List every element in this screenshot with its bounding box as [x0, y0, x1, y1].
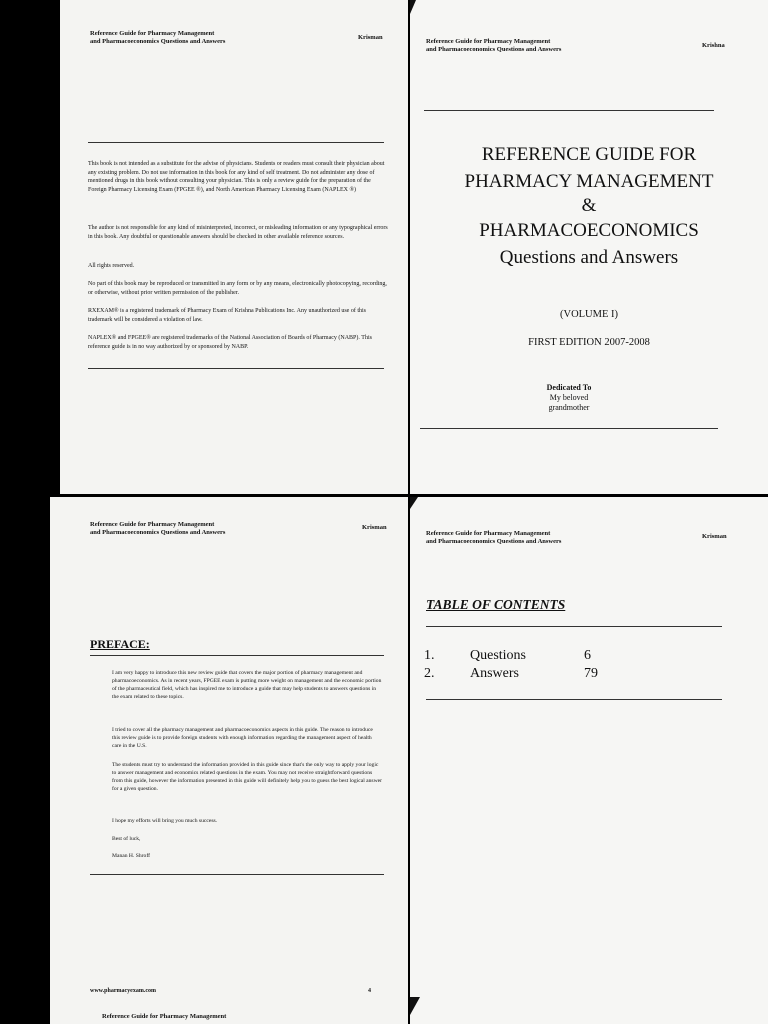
running-header: [426, 530, 561, 546]
toc-entry-label: Questions: [470, 648, 526, 663]
book-title-line4: PHARMACOECONOMICS: [479, 220, 699, 241]
toc-entry-page: 79: [584, 666, 598, 681]
reproduction-paragraph: No part of this book may be reproduced or transmitted in any form or by any means, electronically photocopying, recording, or otherwise, without prior written permission of the publisher.: [88, 281, 387, 296]
disclaimer-paragraph: This book is not intended as a substitute for the advise of physicians. Students or readers must consult their physician about any existing problem. Do not use information in this book for any kind of self treatment. Do not administer any dose of mentioned drugs in this book without consulting your physician. This is only a review guide for the preparation of the Foreign Pharmacy Licensing Exam (FPGEE ®), and North American Pharmacy Licensing Exam (NAPLEX ®): [88, 161, 385, 193]
page-corner-shadow: [410, 997, 420, 1015]
toc-entry-number: 1.: [424, 648, 435, 663]
bottom-rule: [88, 368, 384, 369]
preface-paragraph-3: The students must try to understand the information provided in this guide since that's the only way to apply your logic to answer management and economics related questions in the exam. You may not receive straightforward questions from this guide, however the information presented in this guide will definitely help you to guess the best logical answer for a given question.: [112, 762, 382, 792]
preface-author: Manan H. Shroff: [112, 853, 150, 859]
responsibility-paragraph: The author is not responsible for any kind of misinterpreted, incorrect, or misleading information or any typographical errors in this book. Any doubtful or questionable answers should be checked in other available reference sources.: [88, 225, 388, 240]
title-page: [410, 0, 768, 494]
running-header-author: Krishna: [702, 42, 725, 49]
running-header-line2: and Pharmacoeconomics Questions and Answers: [90, 38, 226, 45]
dedication-line1: My beloved: [549, 393, 589, 402]
dedication-label: Dedicated To: [546, 383, 592, 392]
running-header-line1: Reference Guide for Pharmacy Management: [426, 38, 551, 45]
running-header-line1: Reference Guide for Pharmacy Management: [90, 521, 215, 528]
preface-paragraph-1: I am very happy to introduce this new review guide that covers the major portion of pharmacy management and pharmacoeconomics. As in recent years, FPGEE exam is putting more weight on management and the economic portion of the pharmaceutical field, which has inspired me to introduce a guide that may help students to answers questions in the exam related to these topics.: [112, 670, 382, 700]
toc-heading: TABLE OF CONTENTS: [426, 597, 566, 612]
bottom-rule: [90, 874, 384, 875]
toc-entry-number: 2.: [424, 666, 435, 681]
preface-signoff: Best of luck,: [112, 836, 141, 842]
toc-entry-label: Answers: [470, 666, 519, 681]
book-title-line1: REFERENCE GUIDE FOR: [481, 144, 697, 165]
top-rule: [424, 110, 714, 111]
copyright-page: [60, 0, 408, 494]
toc-page: [410, 497, 768, 1024]
toc-entry[interactable]: [410, 648, 730, 666]
running-header-author: Krisman: [702, 533, 727, 540]
next-page-header: Reference Guide for Pharmacy Management: [102, 1013, 227, 1020]
running-header-author: Krisman: [358, 34, 383, 41]
running-header-line2: and Pharmacoeconomics Questions and Answers: [426, 538, 562, 545]
page-corner-shadow: [410, 0, 416, 14]
dedication-line2: grandmother: [548, 403, 590, 412]
running-header-line1: Reference Guide for Pharmacy Management: [90, 30, 215, 37]
toc-entry[interactable]: [410, 666, 730, 684]
top-rule: [88, 142, 384, 143]
running-header-line2: and Pharmacoeconomics Questions and Answers: [426, 46, 562, 53]
preface-paragraph-2: I tried to cover all the pharmacy management and pharmacoeconomics aspects in this guide. The reason to introduce this review guide is to provide foreign students with enough information regarding the management aspect of health care in the U.S.: [112, 727, 373, 749]
book-title-ampersand: &: [581, 195, 597, 216]
heading-rule: [90, 655, 384, 656]
footer-page-number: 4: [368, 988, 371, 994]
bottom-rule: [426, 699, 722, 700]
edition-label: FIRST EDITION 2007-2008: [528, 337, 650, 348]
nabp-paragraph: NAPLEX® and FPGEE® are registered trademarks of the National Association of Boards of Pharmacy (NABP). This reference guide is in no way authorized by or sponsored by NABP.: [88, 335, 372, 350]
preface-paragraph-4: I hope my efforts will bring you much success.: [112, 818, 218, 824]
running-header: [90, 521, 225, 537]
book-title-line2: PHARMACY MANAGEMENT: [464, 171, 714, 192]
page-corner-shadow: [410, 497, 418, 509]
running-header: [426, 38, 561, 54]
preface-page: [50, 497, 408, 1024]
bottom-rule: [420, 428, 718, 429]
book-subtitle: Questions and Answers: [499, 247, 679, 268]
preface-heading: PREFACE:: [90, 637, 150, 651]
running-header-line2: and Pharmacoeconomics Questions and Answers: [90, 529, 226, 536]
toc-entry-page: 6: [584, 648, 591, 663]
trademark-paragraph: RXEXAM® is a registered trademark of Pharmacy Exam of Krishna Publications Inc. Any unauthorized use of this trademark will be considered a violation of law.: [88, 308, 366, 323]
rights-paragraph: All rights reserved.: [88, 263, 135, 269]
toc-heading-rule: [426, 626, 722, 627]
volume-label: (VOLUME I): [559, 309, 619, 320]
footer-url: www.pharmacyexam.com: [90, 988, 156, 994]
running-header: [90, 30, 225, 46]
running-header-line1: Reference Guide for Pharmacy Management: [426, 530, 551, 537]
running-header-author: Krisman: [362, 524, 387, 531]
